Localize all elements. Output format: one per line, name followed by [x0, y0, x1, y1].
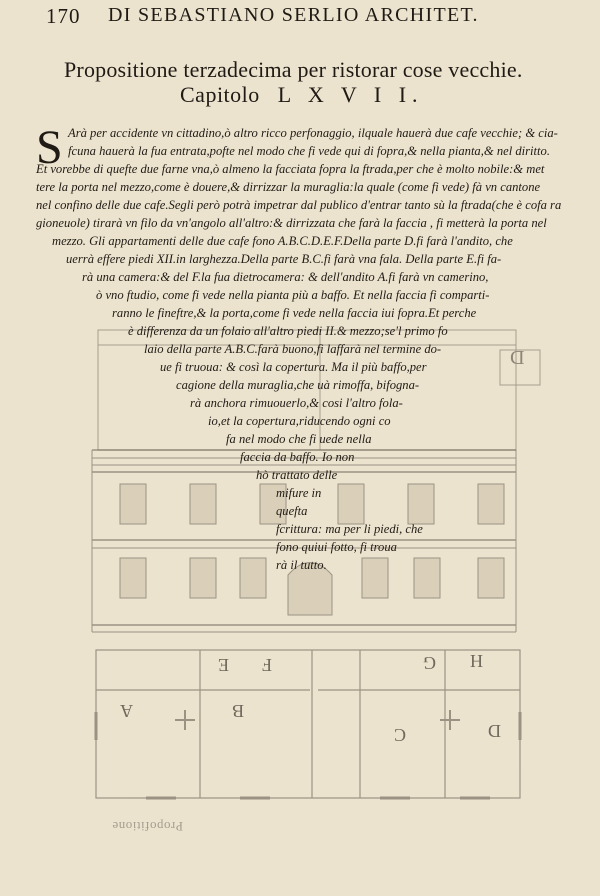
text-line: rà anchora rimuouerlo,& cosi l'altro fola- — [190, 396, 403, 410]
text-line: rà una camera:& del F.la fua dietrocamera: & dell'andito A.fi farà vn camerino, — [82, 270, 489, 284]
text-line: ranno le fineftre,& la porta,come fi vede nella faccia iui fopra.Et perche — [112, 306, 477, 320]
plan-letter-g: G — [423, 653, 436, 673]
running-head-text: DI SEBASTIANO SERLIO ARCHITET. — [108, 4, 479, 26]
text-line: mifure in — [276, 486, 322, 500]
text-line: tere la porta nel mezzo,come è douere,& dirrizzar la muraglia:la quale (come fi vede) fà vn cantone — [36, 180, 541, 194]
text-line: ò vno ftudio, come fi vede nella pianta più a baffo. Et nella faccia fi comparti- — [96, 288, 490, 302]
text-line: è differenza da un folaio all'altro piedi II.& mezzo;se'l primo fo — [128, 324, 448, 338]
chapter-word: Capitolo — [180, 82, 260, 107]
chapter-number: L X V I I. — [277, 82, 424, 107]
plan-letter-f: F — [262, 655, 273, 675]
text-line: uerrà effere piedi XII.in larghezza.Della parte B.C.fi farà vna fala. Della parte E.fi fa- — [66, 252, 502, 266]
plan-letter-a: A — [120, 701, 133, 721]
drop-cap: S — [36, 121, 63, 174]
text-line: ue fi truoua: & così la copertura. Ma il più baffo,per — [160, 360, 427, 374]
plan-letter-h: H — [470, 651, 483, 671]
plan-outline — [96, 650, 520, 798]
text-line: gioneuole) tirarà vn filo da vn'angolo all'altro:& dirrizzata che farà la faccia , fi metterà la porta nel — [36, 216, 547, 230]
text-line: Et vorebbe di quefte due farne vna,ò almeno la facciata fopra la ftrada,per che è molto nobile:& met — [36, 162, 545, 176]
text-line: laio della parte A.B.C.farà buono,fi laffarà nel termine do- — [144, 342, 442, 356]
plan-letter-c: C — [394, 725, 407, 745]
text-line: faccia da baffo. Io non — [240, 450, 355, 464]
page-number: 170 — [46, 4, 81, 28]
plan-letter-margin-d: D — [510, 346, 525, 368]
text-line: fcuna hauerà la fua entrata,pofte nel modo che fi vede qui di fopra,& nella pianta,& nel diritto. — [68, 144, 550, 158]
text-line: nel confino delle due cafe.Segli però potrà impetrar dal publico d'entrar tanto sù la ftrada(che è cofa ra — [36, 198, 562, 212]
floor-plans — [96, 650, 520, 798]
text-line: Arà per accidente vn cittadino,ò altro ricco perfonaggio, ilquale hauerà due cafe vecchie; & cia- — [68, 126, 558, 140]
plan-letter-d: D — [488, 721, 501, 741]
text-line: fcrittura: ma per li piedi, che — [276, 522, 423, 536]
plan-letter-e: E — [218, 655, 229, 675]
text-line: io,et la copertura,riducendo ogni co — [208, 414, 391, 428]
text-line: cagione della muraglia,che uà rimoffa, bifogna- — [176, 378, 420, 392]
chapter-title-text: Propositione terzadecima per ristorar cose vecchie. — [64, 57, 523, 82]
text-line: fono quiui fotto, fi troua — [276, 540, 397, 554]
text-line: fa nel modo che fi uede nella — [226, 432, 372, 446]
plan-letter-b: B — [232, 701, 245, 721]
text-line: quefta — [276, 504, 308, 518]
text-line: mezzo. Gli appartamenti delle due cafe fono A.B.C.D.E.F.Della parte D.fi farà l'andito, che — [52, 234, 513, 248]
show-through-label: Propofitione — [112, 819, 183, 834]
text-line: rà il tutto. — [276, 558, 327, 572]
text-line: hò trattato delle — [256, 468, 338, 482]
